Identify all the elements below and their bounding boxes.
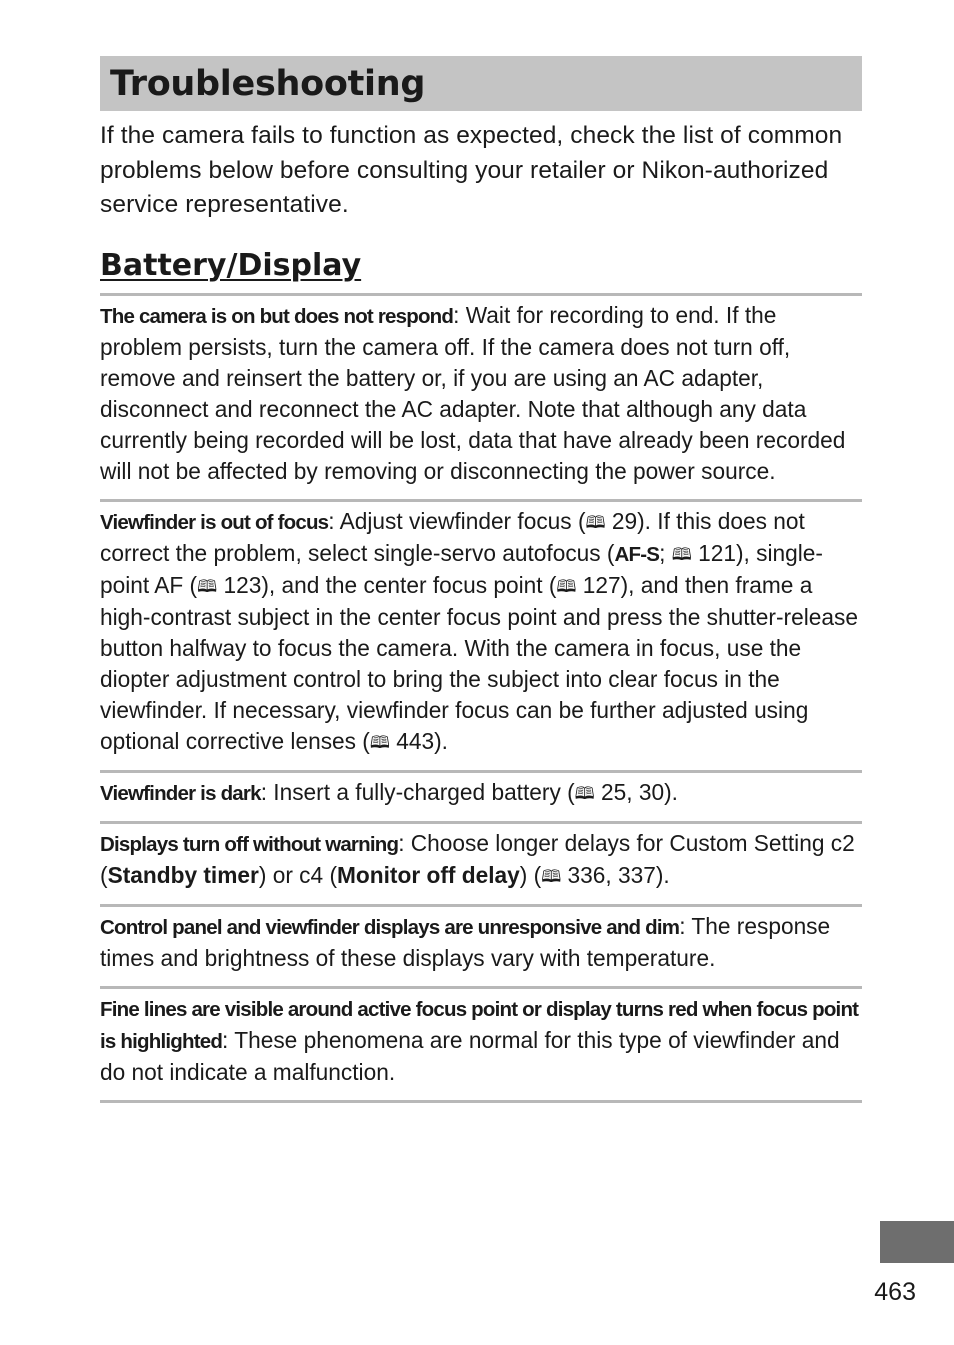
entry-text: 121), single-point AF (: [100, 539, 823, 598]
entry-lead: Viewfinder is out of focus: [100, 510, 329, 534]
entry-lead: Viewfinder is dark: [100, 781, 261, 805]
chapter-tab-marker: [880, 1221, 954, 1263]
entry-lead: Displays turn off without warning: [100, 832, 399, 856]
entry-text: : Wait for recording to end. If the problem persists, turn the camera off. If the camera does not turn off, remove and reinsert the battery or, if you are using an AC adapter, disconnect and reconnect the AC adapter. Note that although any data currently being recorded will be lost, data that have already been recorded will not be affected by removing or disconnecting the power source.: [100, 301, 846, 484]
entry-text: 25, 30).: [594, 778, 678, 805]
book-icon: 🕮: [197, 576, 218, 596]
entry-lead: Fine lines are visible around active focus point or display turns red when focus point is highlighted: [100, 997, 859, 1053]
entry-text: : Adjust viewfinder focus (: [328, 507, 586, 534]
entry-text: 123), and the center focus point (: [217, 571, 557, 598]
entry-fine-lines: [100, 989, 862, 1094]
book-icon: 🕮: [574, 783, 595, 803]
entry-viewfinder-out-of-focus: [100, 502, 862, 764]
book-icon: 🕮: [556, 576, 577, 596]
book-icon: 🕮: [671, 544, 692, 564]
page-content: [100, 56, 862, 1103]
monitor-off-delay-label: Monitor off delay: [337, 861, 520, 888]
entry-displays-unresponsive: [100, 907, 862, 980]
entry-displays-turn-off: [100, 824, 862, 898]
page-number: 463: [874, 1278, 916, 1306]
intro-paragraph: If the camera fails to function as expected, check the list of common problems below before consulting your retailer or Nikon-authorized service representative.: [100, 122, 843, 218]
title-bar: [100, 56, 862, 111]
book-icon: 🕮: [369, 732, 390, 752]
entry-text: ) (: [519, 861, 542, 888]
entry-text: : The response times and brightness of these displays vary with temperature.: [100, 912, 831, 971]
entry-lead: The camera is on but does not respond: [100, 304, 454, 328]
entry-text: 29). If this does not correct the problem, select single-servo autofocus (: [100, 507, 805, 566]
page-title: Troubleshooting: [110, 63, 426, 104]
book-icon: 🕮: [585, 512, 606, 532]
entry-text: : Insert a fully-charged battery (: [260, 778, 575, 805]
entry-text: 336, 337).: [561, 861, 670, 888]
af-s-label: AF-S: [614, 542, 660, 566]
section-heading: Battery/Display: [100, 247, 362, 283]
book-icon: 🕮: [541, 866, 562, 886]
entry-viewfinder-dark: [100, 773, 862, 815]
standby-timer-label: Standby timer: [107, 861, 259, 888]
entry-camera-not-respond: [100, 296, 862, 493]
divider: [100, 1100, 862, 1103]
entry-text: 127), and then frame a high-contrast subject in the center focus point and press the shutter-release button halfway to focus the camera. With the camera in focus, use the diopter adjustment control to bring the subject into clear focus in the viewfinder. If necessary, viewfinder focus can be further adjusted using optional corrective lenses (: [100, 571, 858, 754]
entry-text: ) or c4 (: [258, 861, 337, 888]
entry-text: : Choose longer delays for Custom Setting c2 (: [100, 829, 855, 888]
entry-text: : These phenomena are normal for this type of viewfinder and do not indicate a malfunction.: [100, 1026, 840, 1085]
entry-text: 443).: [389, 727, 448, 754]
entry-lead: Control panel and viewfinder displays are unresponsive and dim: [100, 915, 680, 939]
entry-text: ;: [659, 539, 672, 566]
